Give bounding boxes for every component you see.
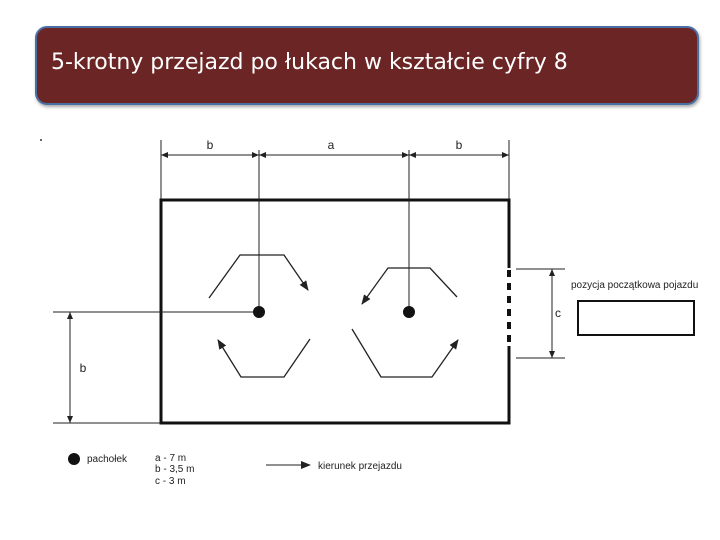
vehicle-start-box <box>578 301 694 335</box>
page-title: 5-krotny przejazd po łukach w kształcie cyfry 8 <box>51 50 568 75</box>
dim-label-c: c <box>555 306 561 320</box>
cone-left <box>253 306 265 318</box>
dim-label-b-top-left: b <box>206 138 214 152</box>
legend-cone-label: pachołek <box>87 454 128 465</box>
dim-label-b-vertical: b <box>79 361 87 375</box>
legend-value-a: a - 7 m <box>155 453 187 464</box>
legend-direction-label: kierunek przejazdu <box>318 461 402 472</box>
legend-value-c: c - 3 m <box>155 476 186 487</box>
dim-label-a: a <box>327 138 335 152</box>
dim-label-b-top-right: b <box>455 138 463 152</box>
path-arrow-left-bottom <box>218 339 310 377</box>
cone-right <box>403 306 415 318</box>
driving-path <box>209 255 458 377</box>
legend-value-b: b - 3,5 m <box>155 464 195 475</box>
legend-cone-icon <box>68 453 80 465</box>
corner-mark <box>40 139 42 141</box>
start-position-label: pozycja początkowa pojazdu <box>571 280 699 291</box>
entry-gate <box>506 268 512 346</box>
path-arrow-right-bottom <box>352 329 458 377</box>
